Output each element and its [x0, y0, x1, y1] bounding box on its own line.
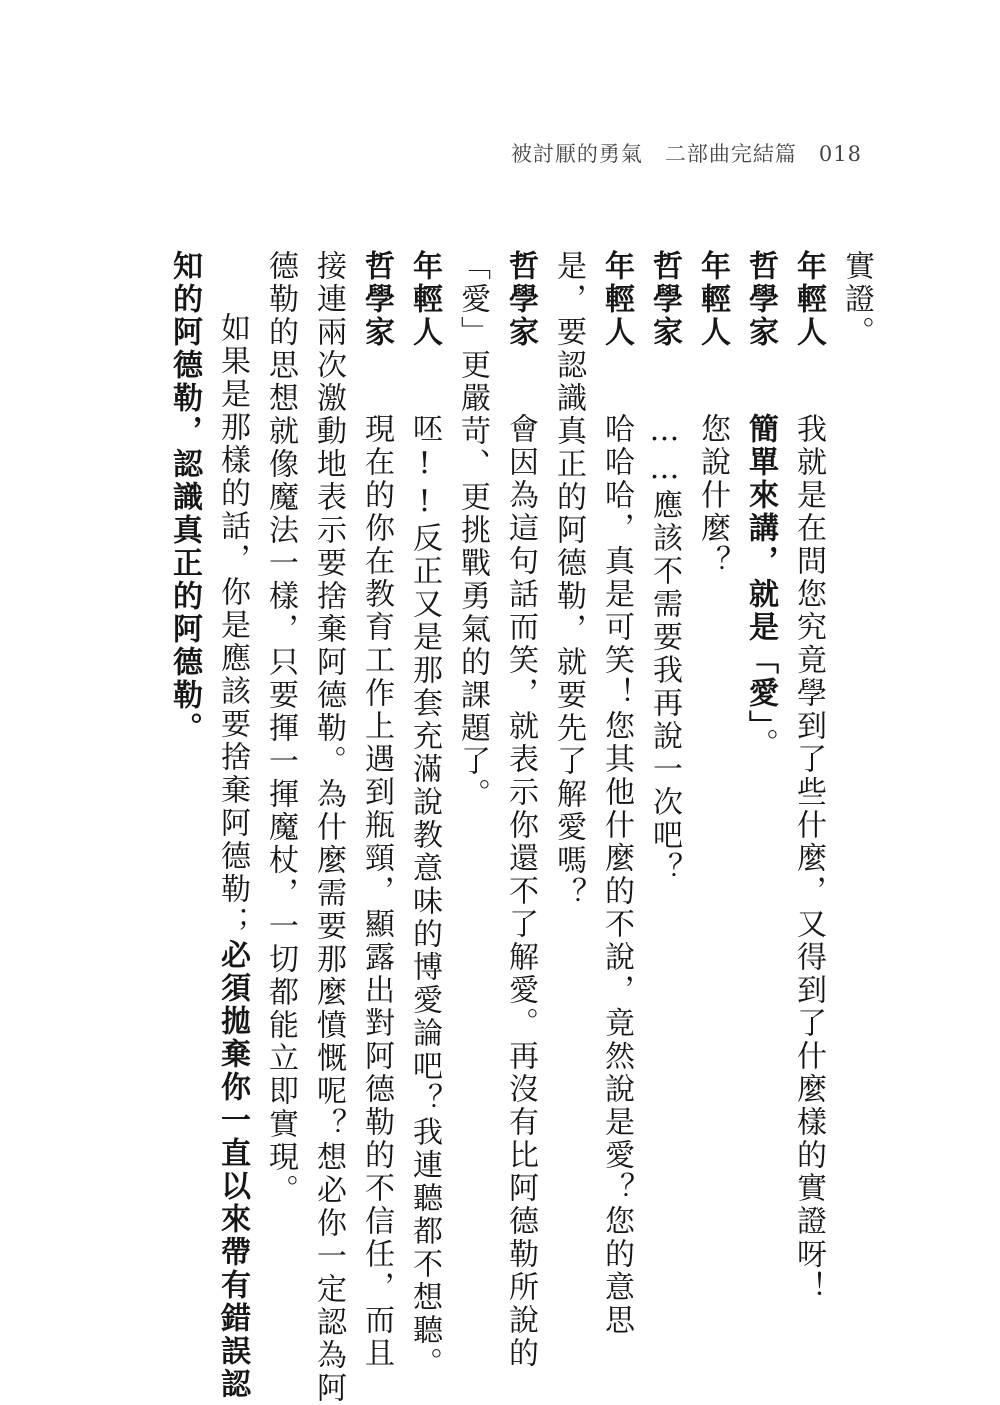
column-text: 如果是那樣的話，你是應該要捨棄阿德勒； [215, 312, 250, 939]
text-column-6 [592, 250, 640, 1337]
speaker-label: 哲學家 [647, 250, 682, 349]
speaker-label: 年輕人 [407, 250, 442, 349]
speaker-label: 年輕人 [791, 250, 826, 349]
column-text: 「愛」更嚴苛、更挑戰勇氣的課題了。 [455, 250, 490, 811]
text-column-8 [496, 250, 544, 1370]
running-header [511, 138, 862, 168]
text-column-2 [784, 250, 832, 1310]
text-column-13 [256, 250, 304, 1310]
column-text: 呸!!反正又是那套充滿說教意味的博愛論吧？我連聽都不想聽。 [407, 413, 442, 1380]
column-text: ……應該不需要我再說一次吧？ [647, 413, 682, 885]
column-text: 會因為這句話而笑，就表示你還不了解愛。再沒有比阿德勒所說的 [503, 413, 538, 1370]
page-number: 018 [818, 142, 862, 166]
column-text: 實證。 [839, 250, 874, 349]
text-column-7 [544, 250, 592, 1310]
text-column-12 [304, 250, 352, 1405]
speaker-label: 哲學家 [359, 250, 394, 349]
text-column-4 [688, 250, 736, 1310]
speaker-label: 哲學家 [503, 250, 538, 349]
book-subtitle: 二部曲完結篇 [664, 142, 797, 166]
column-text: 接連兩次激動地表示要捨棄阿德勒。為什麼需要那麼憤慨呢？想必你一定認為阿 [311, 250, 346, 1405]
speaker-label: 哲學家 [743, 250, 778, 349]
text-column-11 [352, 250, 400, 1370]
bold-text: 知的阿德勒，認識真正的阿德勒 [167, 250, 202, 712]
text-column-1 [832, 250, 880, 1310]
text-column-14 [208, 250, 256, 1401]
text-column-15 [160, 250, 208, 1310]
column-text: 您說什麼？ [695, 413, 730, 578]
text-column-9 [448, 250, 496, 1310]
column-text: 我就是在問您究竟學到了些什麼，又得到了什麼樣的實證呀！ [791, 413, 826, 1304]
column-text: 。 [167, 712, 202, 745]
bold-text: 簡單來講，就是「愛」 [743, 413, 778, 728]
column-text: 是，要認識真正的阿德勒，就要先了解愛嗎？ [551, 250, 586, 910]
text-column-5 [640, 250, 688, 1310]
column-text: 。 [743, 728, 778, 761]
column-text: 德勒的思想就像魔法一樣，只要揮一揮魔杖，一切都能立即實現。 [263, 250, 298, 1207]
column-text: 現在的你在教育工作上遇到瓶頸，顯露出對阿德勒的不信任，而且 [359, 413, 394, 1370]
text-column-3 [736, 250, 784, 1310]
speaker-label: 年輕人 [599, 250, 634, 349]
column-text: 哈哈哈，真是可笑！您其他什麼的不說，竟然說是愛？您的意思 [599, 413, 634, 1337]
book-title: 被討厭的勇氣 [510, 142, 643, 166]
text-column-10 [400, 250, 448, 1380]
bold-text: 必須拋棄你一直以來帶有錯誤認 [215, 939, 250, 1401]
speaker-label: 年輕人 [695, 250, 730, 349]
